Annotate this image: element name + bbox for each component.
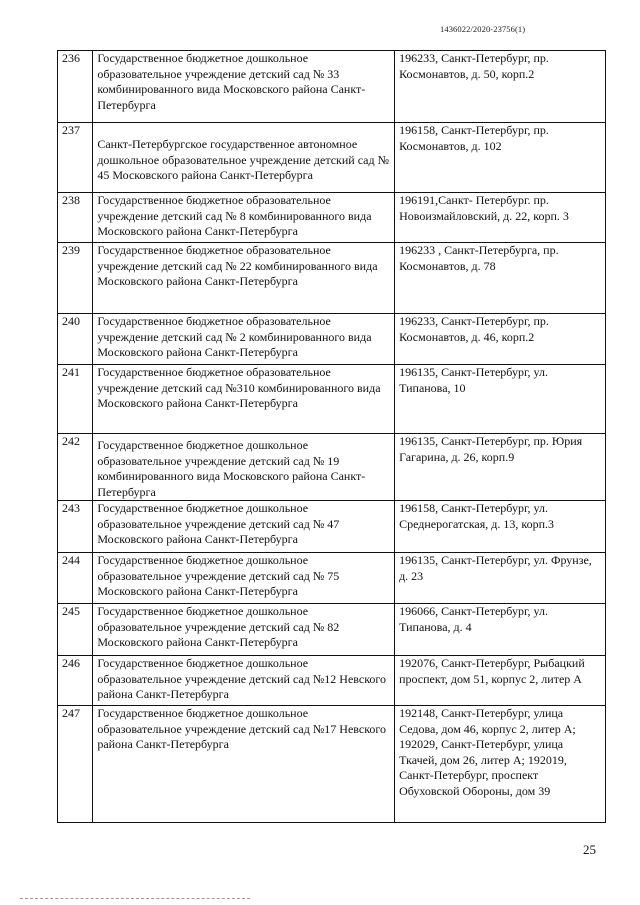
row-number: 241: [58, 365, 93, 434]
table-row: [58, 434, 606, 501]
institution-name: Государственное бюджетное дошкольное образовательное учреждение детский сад № 33 комбинированного вида Московского района Санкт-Петербурга: [93, 51, 395, 123]
institution-name: [93, 123, 395, 193]
table-row: [58, 193, 606, 243]
institution-address: 192148, Санкт-Петербург, улица Седова, дом 46, корпус 2, литер А; 192029, Санкт-Петербург, улица Ткачей, дом 26, литер А; 192019, Санкт-Петербург, проспект Обуховской Обороны, дом 39: [395, 706, 606, 823]
row-number: 246: [58, 656, 93, 706]
table-row: [58, 553, 606, 604]
table-row: [58, 706, 606, 823]
row-number: 242: [58, 434, 93, 501]
institution-name: Государственное бюджетное дошкольное образовательное учреждение детский сад № 75 Московского района Санкт-Петербурга: [93, 553, 395, 604]
row-number: 244: [58, 553, 93, 604]
table-row: [58, 51, 606, 123]
institution-name: Государственное бюджетное дошкольное образовательное учреждение детский сад № 82 Московского района Санкт-Петербурга: [93, 604, 395, 656]
table-row: [58, 314, 606, 365]
row-number: 238: [58, 193, 93, 243]
row-number: 239: [58, 243, 93, 314]
institution-name: Государственное бюджетное дошкольное образовательное учреждение детский сад № 47 Московского района Санкт-Петербурга: [93, 501, 395, 553]
institution-name: Государственное бюджетное образовательное учреждение детский сад № 2 комбинированного вида Московского района Санкт-Петербурга: [93, 314, 395, 365]
table-row: [58, 604, 606, 656]
row-number: 245: [58, 604, 93, 656]
table-row: [58, 501, 606, 553]
institution-name: Государственное бюджетное образовательное учреждение детский сад № 22 комбинированного вида Московского района Санкт-Петербурга: [93, 243, 395, 314]
institution-address: 196233, Санкт-Петербург, пр. Космонавтов, д. 46, корп.2: [395, 314, 606, 365]
institution-address: 196135, Санкт-Петербург, пр. Юрия Гагарина, д. 26, корп.9: [395, 434, 606, 501]
registry-table: [57, 50, 606, 823]
row-number: 237: [58, 123, 93, 193]
institution-address: 196135, Санкт-Петербург, ул. Фрунзе, д. 23: [395, 553, 606, 604]
institution-address: 196233, Санкт-Петербург, пр. Космонавтов, д. 50, корп.2: [395, 51, 606, 123]
row-number: 247: [58, 706, 93, 823]
institution-address: 196158, Санкт-Петербург, пр. Космонавтов, д. 102: [395, 123, 606, 193]
table-row: [58, 123, 606, 193]
institution-address: 196158, Санкт-Петербург, ул. Среднерогатская, д. 13, корп.3: [395, 501, 606, 553]
institution-name: Государственное бюджетное образовательное учреждение детский сад №310 комбинированного вида Московского района Санкт-Петербурга: [93, 365, 395, 434]
document-number: 1436022/2020-23756(1): [440, 24, 526, 34]
institution-name-text: Государственное бюджетное дошкольное образовательное учреждение детский сад № 19 комбинированного вида Московского района Санкт-Петербурга: [97, 438, 366, 499]
institution-address: 196191,Санкт- Петербург. пр. Новоизмайловский, д. 22, корп. 3: [395, 193, 606, 243]
institution-address: 196135, Санкт-Петербург, ул. Типанова, 10: [395, 365, 606, 434]
institution-name: Государственное бюджетное дошкольное образовательное учреждение детский сад №17 Невского района Санкт-Петербурга: [93, 706, 395, 823]
institution-name: Государственное бюджетное образовательное учреждение детский сад № 8 комбинированного вида Московского района Санкт-Петербурга: [93, 193, 395, 243]
table-row: [58, 656, 606, 706]
row-number: 236: [58, 51, 93, 123]
institution-address: 196066, Санкт-Петербург, ул. Типанова, д. 4: [395, 604, 606, 656]
institution-name-text: Санкт-Петербургское государственное автономное дошкольное образовательное учреждение детский сад № 45 Московского района Санкт-Петербурга: [97, 137, 390, 182]
institution-address: 196233 , Санкт-Петербурга, пр. Космонавтов, д. 78: [395, 243, 606, 314]
scan-edge-divider: [20, 898, 250, 900]
institution-name: Государственное бюджетное дошкольное образовательное учреждение детский сад №12 Невского района Санкт-Петербурга: [93, 656, 395, 706]
row-number: 243: [58, 501, 93, 553]
table-row: [58, 365, 606, 434]
institution-name: [93, 434, 395, 501]
table-row: [58, 243, 606, 314]
row-number: 240: [58, 314, 93, 365]
page-number: 25: [583, 842, 596, 857]
institution-address: 192076, Санкт-Петербург, Рыбацкий проспект, дом 51, корпус 2, литер А: [395, 656, 606, 706]
